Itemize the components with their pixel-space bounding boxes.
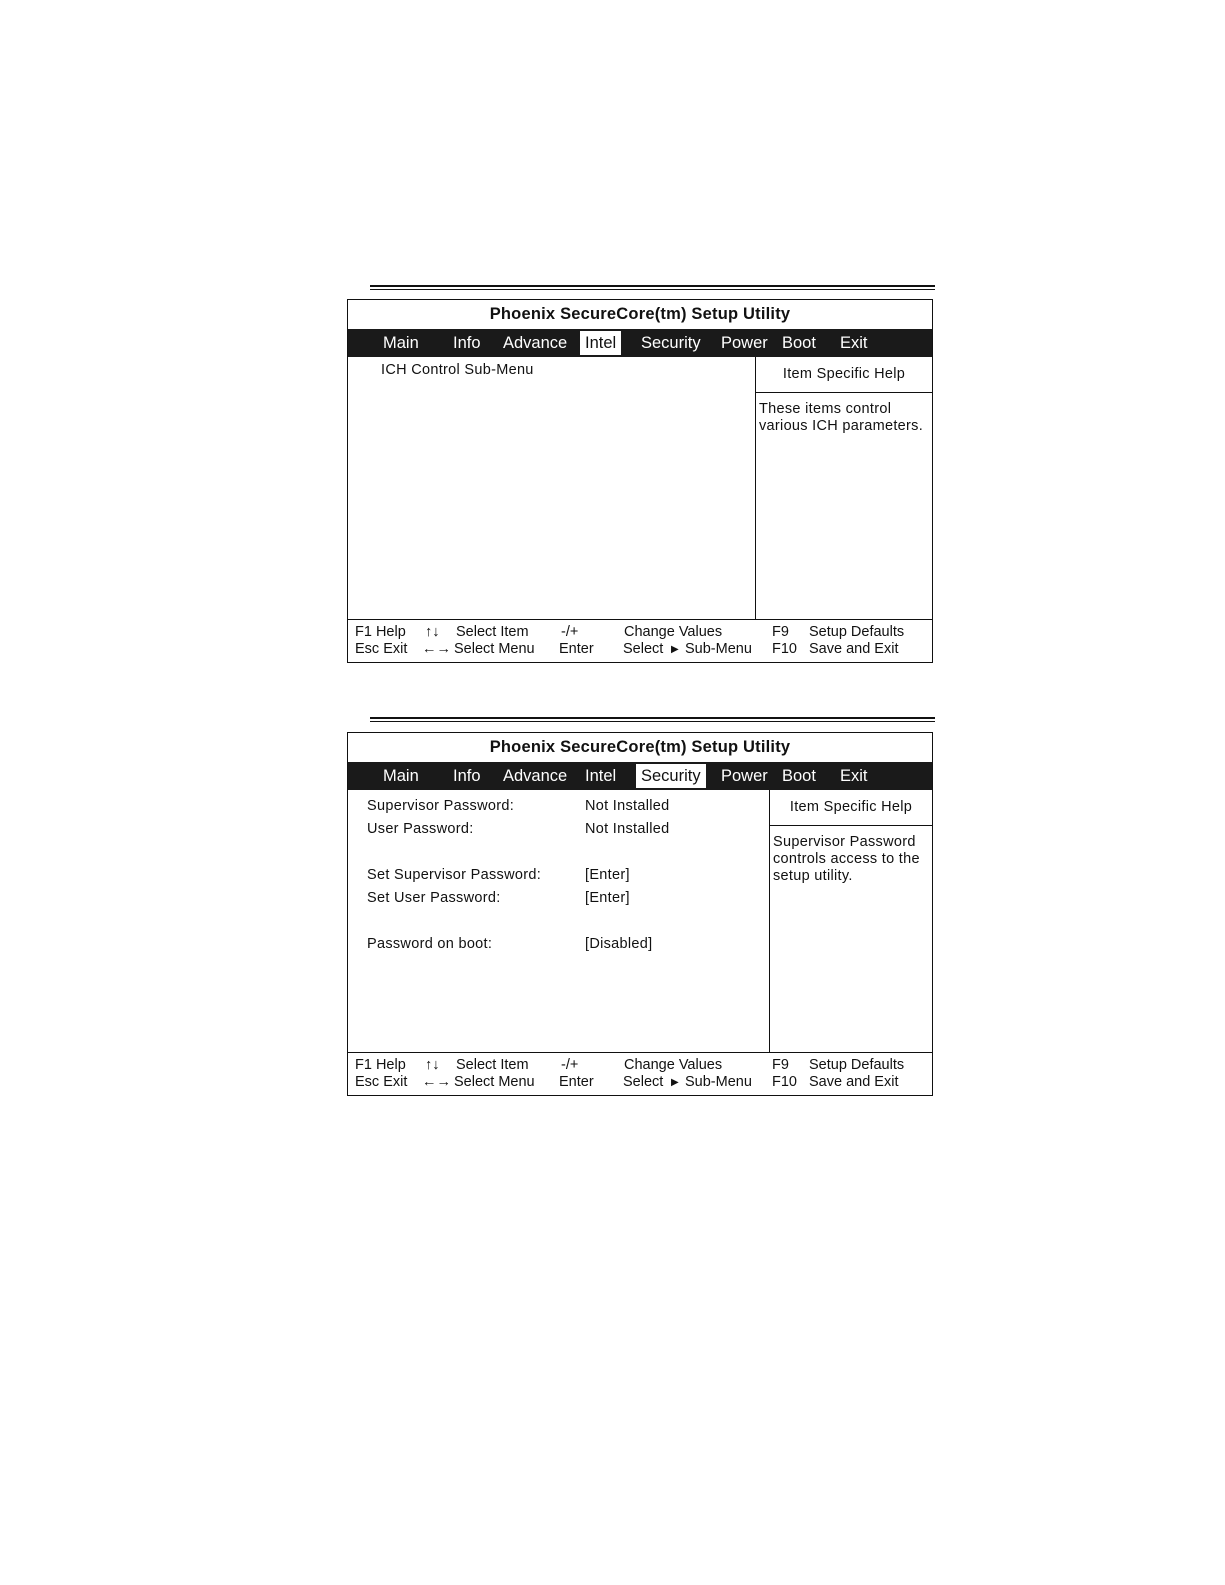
- f9-key: F9: [772, 624, 789, 640]
- select-item-label: Select Item: [456, 624, 529, 640]
- set-user-password-field[interactable]: [Enter]: [585, 890, 630, 906]
- set-supervisor-password-label: Set Supervisor Password:: [367, 867, 542, 883]
- f10-key: F10: [772, 641, 797, 657]
- help-line: Supervisor Password: [773, 834, 916, 850]
- change-values-label: Change Values: [624, 624, 723, 640]
- f1-help-key: F1 Help: [355, 1057, 406, 1073]
- enter-key: Enter: [559, 641, 594, 657]
- key-legend-footer: [348, 1053, 932, 1095]
- tab-power[interactable]: Power: [721, 334, 768, 352]
- top-rule-2: [370, 717, 935, 722]
- tab-boot[interactable]: Boot: [782, 767, 816, 785]
- supervisor-password-label: Supervisor Password:: [367, 798, 515, 814]
- tab-intel[interactable]: Intel: [580, 331, 621, 355]
- password-on-boot-label: Password on boot:: [367, 936, 493, 952]
- left-right-arrows-icon: ←→: [422, 1074, 451, 1090]
- menu-bar: [348, 329, 932, 357]
- minus-plus-key: -/+: [561, 624, 579, 640]
- help-title: Item Specific Help: [770, 790, 932, 826]
- tab-intel[interactable]: Intel: [585, 767, 617, 785]
- select-label: Select: [623, 641, 664, 657]
- help-line: setup utility.: [773, 868, 853, 884]
- tab-info[interactable]: Info: [453, 334, 481, 352]
- bios-window-security: [347, 732, 933, 1096]
- key-legend-footer: [348, 620, 932, 662]
- tab-info[interactable]: Info: [453, 767, 481, 785]
- tab-advance[interactable]: Advance: [503, 767, 568, 785]
- tab-main[interactable]: Main: [383, 767, 419, 785]
- bios-window-intel: [347, 299, 933, 663]
- user-password-label: User Password:: [367, 821, 474, 837]
- content-area: [348, 790, 932, 1053]
- left-right-arrows-icon: ←→: [422, 641, 451, 657]
- f10-key: F10: [772, 1074, 797, 1090]
- set-user-password-label: Set User Password:: [367, 890, 501, 906]
- enter-key: Enter: [559, 1074, 594, 1090]
- help-text: [756, 393, 932, 435]
- setup-defaults-label: Setup Defaults: [809, 1057, 905, 1073]
- submenu-label: Sub-Menu: [685, 1074, 752, 1090]
- change-values-label: Change Values: [624, 1057, 723, 1073]
- setup-defaults-label: Setup Defaults: [809, 624, 905, 640]
- window-title: Phoenix SecureCore(tm) Setup Utility: [489, 305, 791, 323]
- set-supervisor-password-field[interactable]: [Enter]: [585, 867, 630, 883]
- select-item-label: Select Item: [456, 1057, 529, 1073]
- tab-advance[interactable]: Advance: [503, 334, 568, 352]
- select-menu-label: Select Menu: [454, 641, 535, 657]
- top-rule-1: [370, 285, 935, 290]
- supervisor-password-status: Not Installed: [585, 798, 670, 814]
- tab-exit[interactable]: Exit: [840, 767, 868, 785]
- content-area: [348, 357, 932, 620]
- help-line: These items control: [759, 401, 892, 417]
- help-title: Item Specific Help: [756, 357, 932, 393]
- esc-exit-key: Esc Exit: [355, 641, 408, 657]
- password-on-boot-select[interactable]: [Disabled]: [585, 936, 653, 952]
- help-pane: [755, 357, 932, 619]
- save-and-exit-label: Save and Exit: [809, 641, 899, 657]
- minus-plus-key: -/+: [561, 1057, 579, 1073]
- main-pane: [348, 790, 770, 1052]
- ich-control-submenu-item[interactable]: ICH Control Sub-Menu: [381, 362, 534, 378]
- up-down-arrows-icon: ↑↓: [425, 1057, 440, 1073]
- menu-bar: [348, 762, 932, 790]
- tab-exit[interactable]: Exit: [840, 334, 868, 352]
- triangle-right-icon: ▶: [671, 1077, 679, 1088]
- tab-security[interactable]: Security: [641, 334, 701, 352]
- submenu-label: Sub-Menu: [685, 641, 752, 657]
- triangle-right-icon: ▶: [671, 644, 679, 655]
- select-menu-label: Select Menu: [454, 1074, 535, 1090]
- tab-security[interactable]: Security: [636, 764, 706, 788]
- help-line: various ICH parameters.: [759, 418, 924, 434]
- select-label: Select: [623, 1074, 664, 1090]
- f9-key: F9: [772, 1057, 789, 1073]
- help-text: [770, 826, 932, 885]
- tab-boot[interactable]: Boot: [782, 334, 816, 352]
- up-down-arrows-icon: ↑↓: [425, 624, 440, 640]
- f1-help-key: F1 Help: [355, 624, 406, 640]
- user-password-status: Not Installed: [585, 821, 670, 837]
- esc-exit-key: Esc Exit: [355, 1074, 408, 1090]
- tab-main[interactable]: Main: [383, 334, 419, 352]
- window-title: Phoenix SecureCore(tm) Setup Utility: [489, 738, 791, 756]
- help-line: controls access to the: [773, 851, 920, 867]
- main-pane: [348, 357, 756, 619]
- help-pane: [769, 790, 932, 1052]
- save-and-exit-label: Save and Exit: [809, 1074, 899, 1090]
- tab-power[interactable]: Power: [721, 767, 768, 785]
